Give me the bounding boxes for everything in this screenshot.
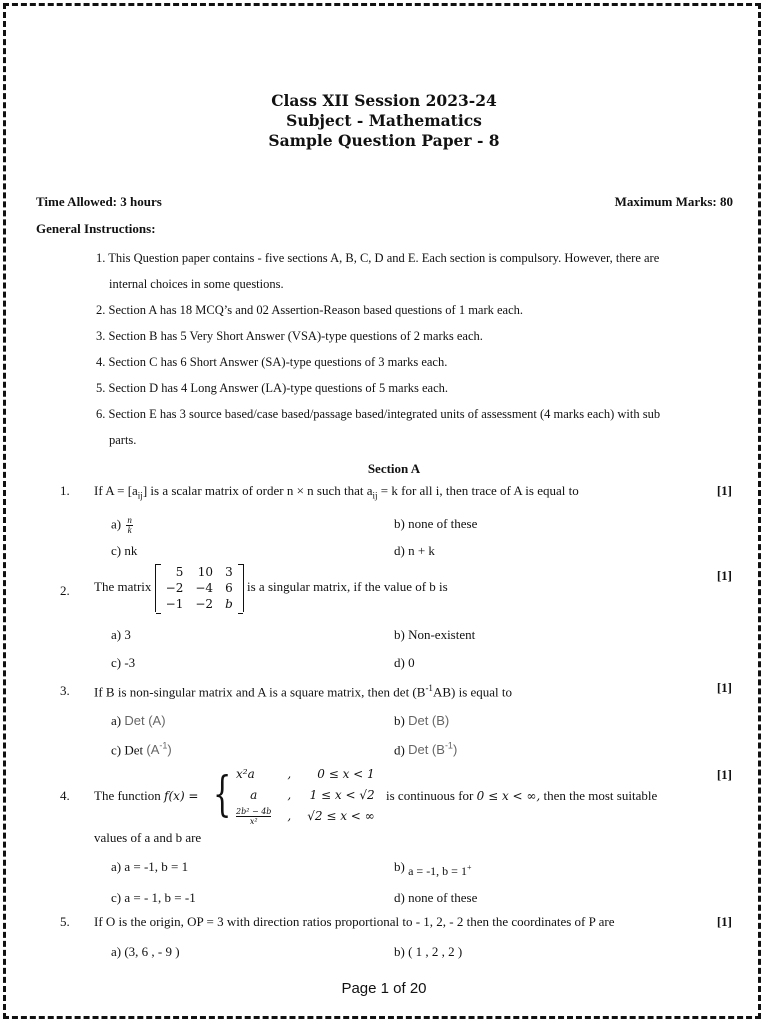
q4-text-tail: is continuous for 0 ≤ x < ∞, then the most suitable — [386, 788, 658, 803]
q2-matrix: 5 10 3 −2 −4 6 −1 −2 b — [155, 564, 244, 612]
q4-number: 4. — [60, 788, 70, 803]
instruction-1: 1. This Question paper contains - five sections A, B, C, D and E. Each section is compulsory. However, there are — [96, 251, 660, 265]
paper-title: Sample Question Paper - 8 — [268, 131, 500, 150]
q2-option-a: a) 3 — [111, 627, 131, 642]
section-a-title: Section A — [367, 461, 421, 476]
q2-number: 2. — [60, 583, 70, 598]
q1-marks: [1] — [716, 483, 732, 498]
instruction-5: 5. Section D has 4 Long Answer (LA)-type questions of 5 marks each. — [96, 381, 449, 395]
maximum-marks: Maximum Marks: 80 — [614, 194, 733, 209]
q3-option-d: d) Det $(B^{-1})$ — [394, 741, 458, 758]
q2-option-d: d) 0 — [394, 655, 415, 670]
q5-number: 5. — [60, 914, 70, 929]
q5-marks: [1] — [716, 914, 732, 929]
q3-text: If B is non-singular matrix and A is a square matrix, then $\det (B^{-1}AB)$ is equal to — [94, 683, 513, 700]
q4-brace: { — [213, 766, 232, 822]
q4-piecewise: x²a , 0 ≤ x < 1 a , 1 ≤ x < √2 2b² − 4b x² , √2 ≤ x < ∞ — [236, 766, 375, 826]
q3-option-b: b) Det (B) — [394, 713, 450, 728]
q2-option-b: b) Non-existent — [394, 627, 476, 642]
q4-option-c: c) a = - 1, b = -1 — [111, 890, 196, 905]
q1-number: 1. — [60, 483, 70, 498]
q4-marks: [1] — [716, 767, 732, 782]
q3-number: 3. — [60, 683, 70, 698]
instruction-3: 3. Section B has 5 Very Short Answer (VSA)-type questions of 2 marks each. — [96, 329, 483, 343]
q4-option-d: d) none of these — [394, 890, 478, 905]
instructions-heading: General Instructions: — [36, 221, 156, 236]
instruction-6-cont: parts. — [109, 433, 137, 447]
instruction-4: 4. Section C has 6 Short Answer (SA)-type questions of 3 marks each. — [96, 355, 448, 369]
q4-text-cont: values of a and b are — [94, 830, 202, 845]
q3-option-a: a) Det (A) — [111, 713, 166, 728]
page-number: Page 1 of 20 — [341, 980, 427, 997]
instruction-6: 6. Section E has 3 source based/case based/passage based/integrated units of assessment (4 marks each) with sub — [96, 407, 661, 421]
instructions-list — [96, 245, 726, 453]
q2-option-c: c) -3 — [111, 655, 136, 670]
class-title: Class XII Session 2023-24 — [271, 91, 497, 110]
q5-option-b: b) ( 1 , 2 , 2 ) — [394, 944, 463, 959]
instruction-2: 2. Section A has 18 MCQ’s and 02 Assertion-Reason based questions of 1 mark each. — [96, 303, 524, 317]
q1-option-b: b) none of these — [394, 516, 478, 531]
q2-text: The matrix 5 10 3 −2 −4 6 −1 −2 b is a singular matrix, if the value of b is — [94, 565, 448, 611]
q1-option-c: c) nk — [111, 543, 138, 558]
q4-option-a: a) a = -1, b = 1 — [111, 859, 189, 874]
q1-option-d: d) n + k — [394, 543, 435, 558]
instruction-1-cont: internal choices in some questions. — [109, 277, 284, 291]
q4-text-lead: The function f(x) = — [94, 788, 199, 803]
q2-marks: [1] — [716, 568, 732, 583]
q5-option-a: a) (3, 6 , - 9 ) — [111, 944, 180, 959]
q1-option-a: a) $\frac{n}{k}$ — [111, 515, 132, 535]
q3-option-c: c) Det $(A^{-1})$ — [111, 741, 172, 758]
q1-text: If $A = [a_{ij}]$ is a scalar matrix of order n × n such that $a_{ij} = k$ for all i, then trace of A is equal to — [94, 483, 579, 501]
q5-text: If O is the origin, OP = 3 with direction ratios proportional to - 1, 2, - 2 then the coordinates of P are — [94, 914, 615, 929]
q4-option-b: b) a = -1, b = 1+ — [394, 859, 472, 878]
time-allowed: Time Allowed: 3 hours — [36, 194, 162, 209]
q3-marks: [1] — [716, 680, 732, 695]
subject-title: Subject - Mathematics — [286, 111, 482, 130]
